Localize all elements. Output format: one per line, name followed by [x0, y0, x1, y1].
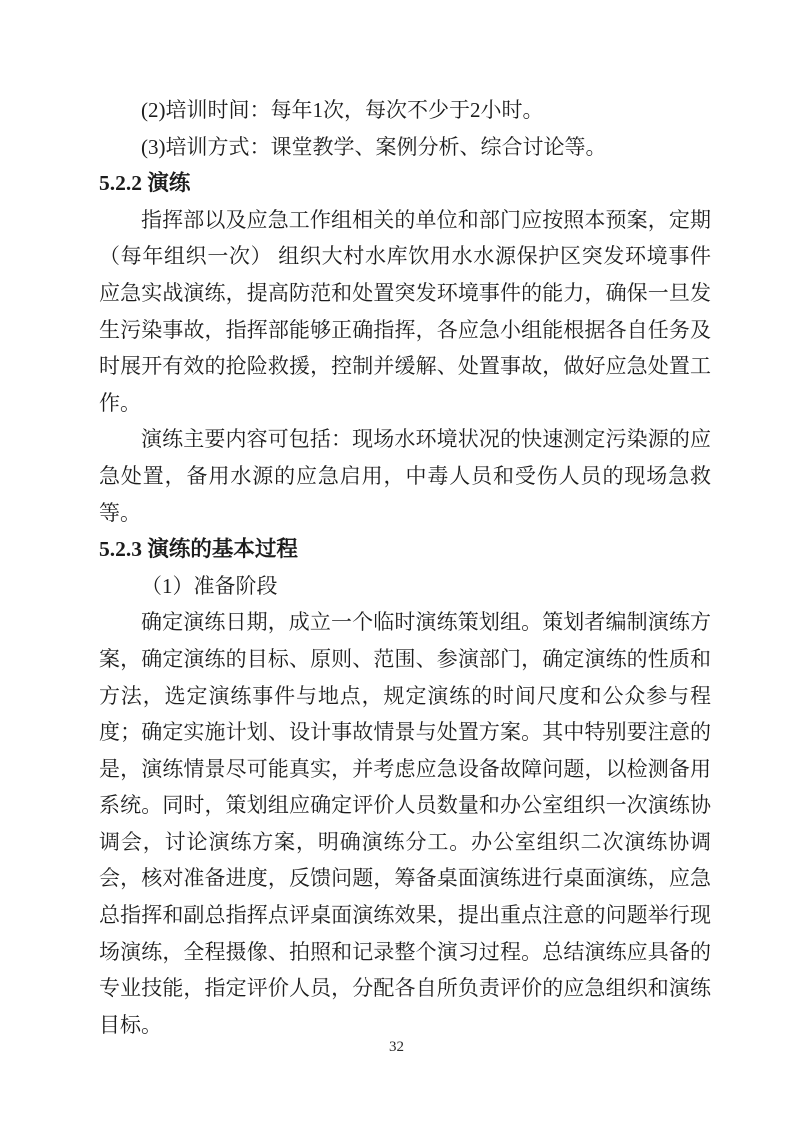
- paragraph-drill-overview: 指挥部以及应急工作组相关的单位和部门应按照本预案，定期（每年组织一次） 组织大村水库饮用水水源保护区突发环境事件应急实战演练，提高防范和处置突发环境事件的能力，确保一旦发生污染事故，指挥部能够正确指挥，各应急小组能根据各自任务及时展开有效的抢险救援，控制并缓解、处置事故，做好应急处置工作。: [99, 207, 711, 415]
- list-item-training-method: (3)培训方式：课堂教学、案例分析、综合讨论等。: [141, 134, 607, 159]
- list-item-training-time: (2)培训时间：每年1次，每次不少于2小时。: [141, 98, 544, 122]
- section-heading-5-2-3: 5.2.3 演练的基本过程: [99, 537, 298, 562]
- section-heading-5-2-2: 5.2.2 演练: [99, 171, 191, 196]
- paragraph-stage-1-label: （1）准备阶段: [141, 573, 278, 598]
- page-number: 32: [389, 1039, 404, 1055]
- paragraph-drill-main-content: 演练主要内容可包括：现场水环境状况的快速测定污染源的应急处置，备用水源的应急启用，中毒人员和受伤人员的现场急救等。: [99, 427, 711, 525]
- paragraph-preparation-stage: 确定演练日期，成立一个临时演练策划组。策划者编制演练方案，确定演练的目标、原则、范围、参演部门，确定演练的性质和方法，选定演练事件与地点，规定演练的时间尺度和公众参与程度；确定实施计划、设计事故情景与处置方案。其中特别要注意的是，演练情景尽可能真实，并考虑应急设备故障问题，以检测备用系统。同时，策划组应确定评价人员数量和办公室组织一次演练协调会，讨论演练方案，明确演练分工。办公室组织二次演练协调会，核对准备进度，反馈问题，筹备桌面演练进行桌面演练，应急总指挥和副总指挥点评桌面演练效果，提出重点注意的问题举行现场演练，全程摄像、拍照和记录整个演习过程。总结演练应具备的专业技能，指定评价人员，分配各自所负责评价的应急组织和演练目标。: [99, 610, 711, 1037]
- page-content: [99, 92, 711, 1043]
